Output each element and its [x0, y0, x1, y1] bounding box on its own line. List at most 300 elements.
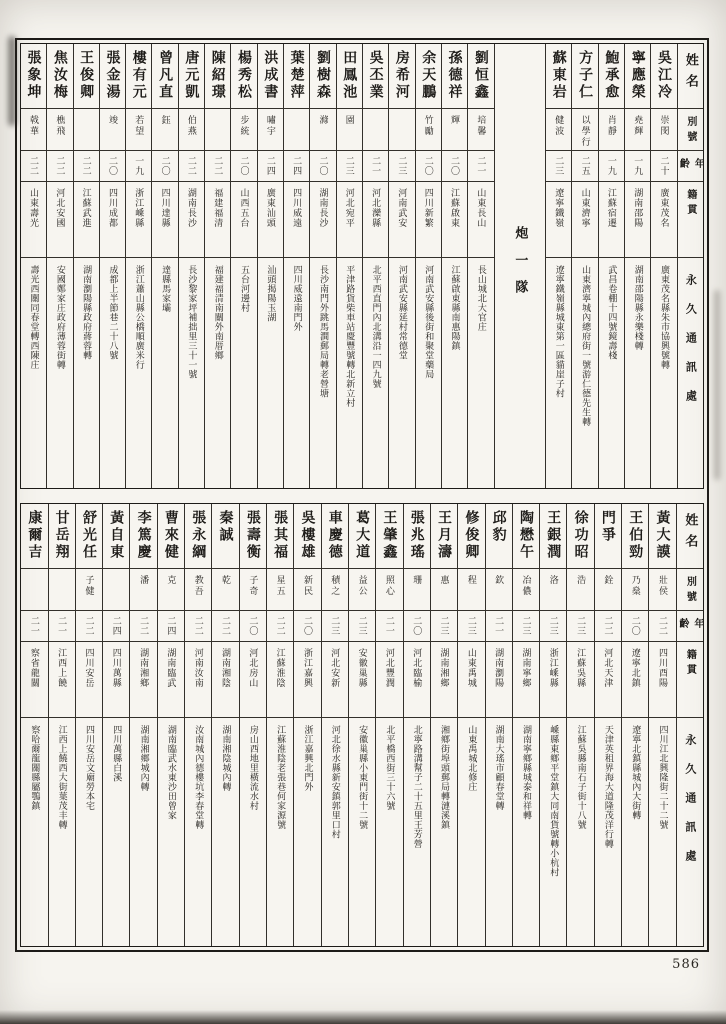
- name-cell: [349, 504, 375, 568]
- native-cell-text: 河北灤縣: [370, 188, 381, 228]
- alias-cell-text: 浩: [575, 575, 586, 586]
- address-cell-text: 天津英租界海大道隆茂洋行轉: [602, 725, 613, 849]
- name-cell: [47, 44, 72, 108]
- name-cell: [49, 504, 75, 568]
- alias-cell: [231, 108, 256, 150]
- name-cell-text: 方子仁: [577, 50, 594, 101]
- age-cell: [49, 610, 75, 641]
- name-cell-text: 洪成書: [262, 50, 279, 101]
- address-cell: [212, 717, 238, 946]
- name-cell-text: 孫德祥: [446, 50, 463, 101]
- age-cell: [126, 150, 151, 181]
- native-cell: [212, 641, 238, 717]
- native-cell: [158, 641, 184, 717]
- native-cell: [389, 181, 414, 257]
- age-cell-text: 二一: [56, 616, 67, 636]
- native-cell: [179, 181, 204, 257]
- age-cell: [376, 610, 402, 641]
- age-cell-text: 二二: [83, 616, 94, 636]
- address-cell-text: 湖南邵陽縣永樂棧轉: [632, 265, 643, 351]
- age-cell-text: 二四: [264, 156, 275, 176]
- name-cell: [258, 44, 283, 108]
- name-cell-text: 陳紹璟: [209, 50, 226, 101]
- alias-cell: [126, 108, 151, 150]
- address-cell-text: 河南武安縣延村常德堂: [396, 265, 407, 360]
- name-cell: [651, 44, 676, 108]
- age-cell-text: 二二: [28, 156, 39, 176]
- native-cell: [376, 641, 402, 717]
- alias-cell-text: 若望: [133, 115, 144, 137]
- age-cell-text: 二二: [220, 616, 231, 636]
- address-cell: [389, 257, 414, 488]
- name-cell-text: 王俊卿: [78, 50, 95, 101]
- alias-cell: [363, 108, 388, 150]
- native-cell: [49, 641, 75, 717]
- age-cell: [267, 610, 293, 641]
- age-cell-text: 二二: [212, 156, 223, 176]
- name-cell: [599, 44, 624, 108]
- address-cell-text: 遼寧鐵嶺縣城東第一區貓崖子村: [553, 265, 564, 398]
- address-cell-text: 成都上半節巷二十八號: [107, 265, 118, 360]
- name-cell: [468, 44, 493, 108]
- native-cell-text: 山東壽光: [28, 188, 39, 228]
- age-cell: [152, 150, 177, 181]
- address-cell: [651, 257, 676, 488]
- name-cell: [404, 504, 430, 568]
- age-cell-text: 二四: [110, 616, 121, 636]
- alias-cell: [595, 568, 621, 610]
- address-cell-text: 湖南湘陰城內轉: [220, 725, 231, 792]
- age-cell: [179, 150, 204, 181]
- alias-cell: [622, 568, 648, 610]
- person-column: [75, 504, 102, 946]
- age-cell-text: 二三: [520, 616, 531, 636]
- name-cell-text: 曹來健: [162, 510, 179, 561]
- name-cell: [267, 504, 293, 568]
- header-address-text: 永久通訊處: [684, 274, 698, 419]
- person-column: [598, 44, 624, 488]
- name-cell: [74, 44, 99, 108]
- name-cell-text: 劉恒鑫: [472, 50, 489, 101]
- name-cell: [540, 504, 566, 568]
- address-cell-text: 湖南寧鄉縣城泰和祥轉: [520, 725, 531, 820]
- alias-cell-text: 竣: [106, 115, 117, 126]
- name-cell-text: 葉楚萍: [288, 50, 305, 101]
- alias-cell-text: 輝: [449, 115, 460, 126]
- age-cell: [546, 150, 571, 181]
- address-cell-text: 長沙南門外跳馬澗郵局轉老營塘: [317, 265, 328, 398]
- name-cell-text: 吳樓雄: [299, 510, 316, 561]
- age-cell-text: 二二: [185, 156, 196, 176]
- header-age: [677, 610, 703, 641]
- age-cell: [294, 610, 320, 641]
- address-cell-text: 四川安岳文廟勞本宅: [83, 725, 94, 811]
- header-alias: [677, 568, 703, 610]
- native-cell: [258, 181, 283, 257]
- age-cell: [389, 150, 414, 181]
- age-cell-text: 二三: [553, 156, 564, 176]
- alias-cell-text: 珊: [411, 575, 422, 586]
- address-cell: [363, 257, 388, 488]
- alias-cell: [625, 108, 650, 150]
- address-cell: [595, 717, 621, 946]
- name-cell-text: 曾凡直: [157, 50, 174, 101]
- native-cell-text: 湖南長沙: [317, 188, 328, 228]
- native-cell: [349, 641, 375, 717]
- name-cell: [130, 504, 156, 568]
- age-cell: [158, 610, 184, 641]
- address-cell: [100, 257, 125, 488]
- alias-cell-text: 竹勵: [422, 115, 433, 137]
- alias-cell-text: 教吾: [192, 575, 203, 597]
- address-cell: [47, 257, 72, 488]
- address-cell-text: 達縣馬家壩: [160, 265, 171, 313]
- name-cell-text: 寧應榮: [629, 50, 646, 101]
- name-cell: [231, 44, 256, 108]
- person-column: [257, 44, 283, 488]
- alias-cell-text: 克: [165, 575, 176, 586]
- alias-cell: [416, 108, 441, 150]
- header-address-text: 永久通訊處: [683, 734, 697, 879]
- name-cell-text: 樓有元: [130, 50, 147, 101]
- address-cell: [458, 717, 484, 946]
- alias-cell: [486, 568, 512, 610]
- name-cell-text: 黃大謨: [654, 510, 671, 561]
- alias-cell: [337, 108, 362, 150]
- age-cell: [21, 610, 47, 641]
- native-cell: [130, 641, 156, 717]
- alias-cell-text: 肖靜: [605, 115, 616, 137]
- name-cell-text: 張兆瑤: [408, 510, 425, 561]
- address-cell-text: 房山西地里橫流水村: [247, 725, 258, 811]
- native-cell: [100, 181, 125, 257]
- address-cell: [240, 717, 266, 946]
- native-cell-text: 河北臨榆: [411, 648, 422, 688]
- native-cell: [546, 181, 571, 257]
- native-cell: [442, 181, 467, 257]
- person-column: [46, 44, 72, 488]
- person-column: [21, 504, 47, 946]
- address-cell-text: 湘鄉街埠頭郵局轉漣溪鎮: [439, 725, 450, 830]
- age-cell-text: 二〇: [301, 616, 312, 636]
- native-cell-text: 江西上饒: [56, 648, 67, 688]
- age-cell: [212, 610, 238, 641]
- age-cell-text: 二〇: [449, 156, 460, 176]
- alias-cell-text: 壯侯: [657, 575, 668, 597]
- address-cell-text: 長山城北大官庄: [475, 265, 486, 332]
- alias-cell: [468, 108, 493, 150]
- alias-cell-text: 欽: [493, 575, 504, 586]
- alias-cell-text: 新民: [301, 575, 312, 597]
- address-cell: [21, 257, 46, 488]
- alias-cell-text: 冶儂: [520, 575, 531, 597]
- alias-cell: [21, 568, 47, 610]
- address-cell: [349, 717, 375, 946]
- address-cell: [294, 717, 320, 946]
- age-cell-text: 二四: [291, 156, 302, 176]
- native-cell-text: 山東濟寧: [579, 188, 590, 228]
- alias-cell: [567, 568, 593, 610]
- name-cell: [572, 44, 597, 108]
- person-column: [336, 44, 362, 488]
- unit-divider-cell: [495, 44, 546, 488]
- address-cell: [431, 717, 457, 946]
- alias-cell: [49, 568, 75, 610]
- age-cell-text: 二一: [28, 616, 39, 636]
- native-cell: [540, 641, 566, 717]
- person-column: [48, 504, 75, 946]
- alias-cell: [179, 108, 204, 150]
- alias-cell: [47, 108, 72, 150]
- name-cell-text: 余天鵬: [420, 50, 437, 101]
- name-cell-text: 王伯勁: [627, 510, 644, 561]
- address-cell-text: 北平橋西街三十六號: [384, 725, 395, 811]
- name-cell-text: 蘇東岩: [550, 50, 567, 101]
- age-cell: [468, 150, 493, 181]
- native-cell-text: 江蘇淮陰: [274, 648, 285, 688]
- alias-cell: [294, 568, 320, 610]
- name-cell-text: 車慶德: [326, 510, 343, 561]
- alias-cell-text: 鈺: [159, 115, 170, 126]
- native-cell-text: 遼寧北鎮: [629, 648, 640, 688]
- name-cell: [152, 44, 177, 108]
- address-cell-text: 湖南大瑤市顧春堂轉: [493, 725, 504, 811]
- age-cell-text: 二〇: [317, 156, 328, 176]
- alias-cell-text: 堯輝: [632, 115, 643, 137]
- age-cell: [185, 610, 211, 641]
- age-cell-text: 一九: [133, 156, 144, 176]
- age-cell: [649, 610, 675, 641]
- name-cell-text: 張象坤: [25, 50, 42, 101]
- alias-cell: [540, 568, 566, 610]
- alias-cell-text: 照心: [383, 575, 394, 597]
- address-cell-text: 四川萬縣白溪: [111, 725, 122, 782]
- name-cell: [546, 44, 571, 108]
- address-cell: [404, 717, 430, 946]
- alias-cell: [572, 108, 597, 150]
- native-cell: [431, 641, 457, 717]
- native-cell: [126, 181, 151, 257]
- age-cell-text: 二〇: [629, 616, 640, 636]
- age-cell: [258, 150, 283, 181]
- alias-cell: [389, 108, 414, 150]
- age-cell-text: 二〇: [159, 156, 170, 176]
- address-cell: [625, 257, 650, 488]
- alias-cell-text: 洛: [547, 575, 558, 586]
- person-column: [21, 44, 46, 488]
- address-cell-text: 河南武安縣後街和聚堂藥局: [423, 265, 434, 379]
- native-cell: [231, 181, 256, 257]
- address-cell: [540, 717, 566, 946]
- native-cell-text: 湖南湘陰: [220, 648, 231, 688]
- name-cell-text: 邱豹: [490, 510, 507, 544]
- name-cell-text: 田鳳池: [341, 50, 358, 101]
- name-cell-text: 康爾吉: [26, 510, 43, 561]
- native-cell: [103, 641, 129, 717]
- address-cell-text: 壽光西關同春堂轉西陳庄: [28, 265, 39, 370]
- name-cell-text: 鮑承愈: [603, 50, 620, 101]
- native-cell: [404, 641, 430, 717]
- native-cell-text: 浙江嘉興: [301, 648, 312, 688]
- age-cell: [404, 610, 430, 641]
- alias-cell-text: 戟華: [28, 115, 39, 137]
- name-cell-text: 舒光任: [80, 510, 97, 561]
- age-cell: [599, 150, 624, 181]
- age-cell-text: 二三: [438, 616, 449, 636]
- age-cell-text: 二二: [138, 616, 149, 636]
- name-cell-text: 房希河: [393, 50, 410, 101]
- name-cell: [363, 44, 388, 108]
- name-cell: [595, 504, 621, 568]
- name-cell-text: 秦誠: [217, 510, 234, 544]
- alias-cell: [152, 108, 177, 150]
- address-cell-text: 浙江蕭山縣公橋順廣米行: [133, 265, 144, 370]
- header-age-text: 年齡: [677, 158, 703, 173]
- age-cell-text: 二二: [192, 616, 203, 636]
- person-column: [211, 504, 238, 946]
- person-column: [129, 504, 156, 946]
- native-cell: [363, 181, 388, 257]
- name-cell: [240, 504, 266, 568]
- name-cell-text: 黃自東: [108, 510, 125, 561]
- native-cell-text: 浙江嵊縣: [547, 648, 558, 688]
- age-cell: [622, 610, 648, 641]
- alias-cell: [158, 568, 184, 610]
- age-cell: [74, 150, 99, 181]
- native-cell: [468, 181, 493, 257]
- age-cell: [310, 150, 335, 181]
- age-cell: [231, 150, 256, 181]
- header-column: [677, 44, 703, 488]
- person-column: [441, 44, 467, 488]
- native-cell-text: 河北豐潤: [383, 648, 394, 688]
- header-alias: [678, 108, 703, 150]
- person-column: [348, 504, 375, 946]
- name-cell: [416, 44, 441, 108]
- address-cell-text: 嵊縣東鄉平堂鎮大同南貨號轉小杭村: [548, 725, 559, 877]
- person-column: [430, 504, 457, 946]
- person-column: [648, 504, 675, 946]
- address-cell: [152, 257, 177, 488]
- address-cell-text: 汕頭揭陽玉湖: [265, 265, 276, 322]
- age-cell: [76, 610, 102, 641]
- address-cell: [567, 717, 593, 946]
- native-cell: [567, 641, 593, 717]
- name-cell-text: 張壽衡: [244, 510, 261, 561]
- header-native-text: 籍貫: [684, 649, 696, 679]
- person-column: [594, 504, 621, 946]
- name-cell-text: 徐功昭: [572, 510, 589, 561]
- age-cell-text: 二三: [329, 616, 340, 636]
- name-cell-text: 甘岳翔: [53, 510, 70, 561]
- alias-cell: [100, 108, 125, 150]
- name-cell-text: 吳江冷: [656, 50, 673, 101]
- name-cell: [126, 44, 151, 108]
- alias-cell: [103, 568, 129, 610]
- person-column: [157, 504, 184, 946]
- header-name-text: 姓名: [682, 53, 698, 95]
- age-cell: [572, 150, 597, 181]
- name-cell: [76, 504, 102, 568]
- address-cell-text: 江蘇啟東縣南惠陽鎮: [449, 265, 460, 351]
- address-cell: [126, 257, 151, 488]
- address-cell: [21, 717, 47, 946]
- address-cell-text: 山東禹城北修庄: [466, 725, 477, 792]
- alias-cell: [458, 568, 484, 610]
- person-column: [230, 44, 256, 488]
- alias-cell-text: 伯燕: [185, 115, 196, 137]
- age-cell-text: 二二: [602, 616, 613, 636]
- address-cell-text: 江西上饒西大街葉茂丰轉: [56, 725, 67, 830]
- address-cell-text: 河北徐水縣新安鎮郭里口村: [329, 725, 340, 839]
- native-cell: [622, 641, 648, 717]
- unit-divider-label: 炮一隊: [512, 225, 528, 307]
- person-column: [457, 504, 484, 946]
- age-cell: [442, 150, 467, 181]
- age-cell-text: 一九: [632, 156, 643, 176]
- age-cell-text: 二〇: [411, 616, 422, 636]
- age-cell: [322, 610, 348, 641]
- native-cell: [240, 641, 266, 717]
- age-cell-text: 二三: [465, 616, 476, 636]
- age-cell: [205, 150, 230, 181]
- alias-cell: [649, 568, 675, 610]
- person-column: [362, 44, 388, 488]
- alias-cell-text: 園: [343, 115, 354, 126]
- name-cell-text: 張金湯: [104, 50, 121, 101]
- native-cell: [649, 641, 675, 717]
- name-cell: [322, 504, 348, 568]
- age-cell-text: 二〇: [247, 616, 258, 636]
- roster-table-top: [20, 43, 704, 489]
- person-column: [375, 504, 402, 946]
- native-cell-text: 江蘇啟東: [449, 188, 460, 228]
- address-cell-text: 五台河邊村: [239, 265, 250, 313]
- native-cell: [21, 641, 47, 717]
- alias-cell: [310, 108, 335, 150]
- header-native: [677, 641, 703, 717]
- person-column: [467, 44, 493, 488]
- address-cell-text: 江蘇吳縣南石子街十八號: [575, 725, 586, 830]
- alias-cell: [74, 108, 99, 150]
- name-cell-text: 陶懋午: [517, 510, 534, 561]
- native-cell: [486, 641, 512, 717]
- person-column: [151, 44, 177, 488]
- alias-cell: [212, 568, 238, 610]
- age-cell-text: 二一: [370, 156, 381, 176]
- header-address: [678, 257, 703, 488]
- alias-cell: [240, 568, 266, 610]
- name-cell-text: 門爭: [599, 510, 616, 544]
- alias-cell-text: 積之: [329, 575, 340, 597]
- age-cell-text: 二四: [165, 616, 176, 636]
- address-cell-text: 察哈爾龍關縣屬鶚鎮: [29, 725, 40, 811]
- native-cell-text: 河北房山: [247, 648, 258, 688]
- age-cell: [100, 150, 125, 181]
- age-cell: [363, 150, 388, 181]
- native-cell: [651, 181, 676, 257]
- person-column: [102, 504, 129, 946]
- native-cell-text: 四川酉陽: [657, 648, 668, 688]
- name-cell-text: 王銀潤: [545, 510, 562, 561]
- name-cell: [100, 44, 125, 108]
- address-cell: [599, 257, 624, 488]
- person-column: [403, 504, 430, 946]
- native-cell-text: 四川安岳: [83, 648, 94, 688]
- age-cell: [130, 610, 156, 641]
- person-column: [571, 44, 597, 488]
- address-cell-text: 廣東茂名縣朱市協興號轉: [659, 265, 670, 370]
